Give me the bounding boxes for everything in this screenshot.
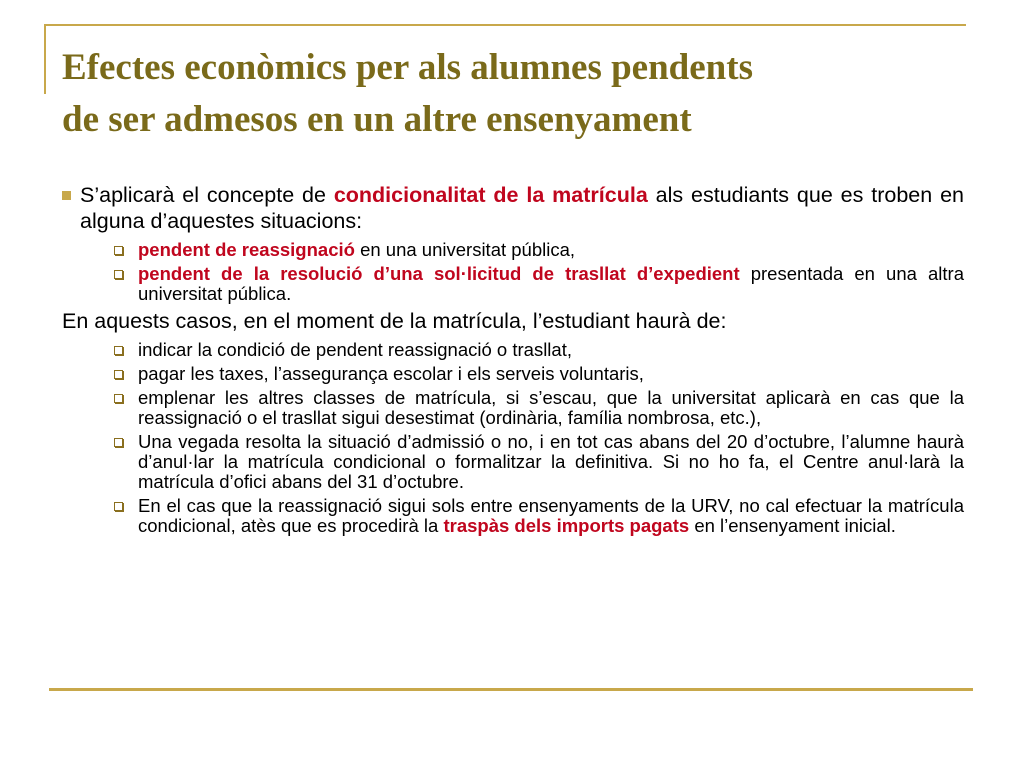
- list-item: [62, 496, 964, 536]
- last-item-post: en l’ensenyament inicial.: [689, 515, 896, 536]
- sub-item-2: [62, 264, 964, 304]
- title-line-2: de ser admesos en un altre ensenyament: [62, 99, 692, 140]
- sub-item-1-highlight: pendent de reassignació: [138, 239, 355, 260]
- left-rule: [44, 24, 46, 94]
- last-item-highlight: traspàs dels imports pagats: [443, 515, 690, 536]
- list-item: [62, 364, 964, 384]
- list-item-text: emplenar les altres classes de matrícula, si s’escau, que la universitat aplicarà en cas que la reassignació o el trasllat sigui desestimat (ordinària, família nombrosa, etc.),: [138, 387, 964, 428]
- square-bullet-icon: [62, 191, 71, 200]
- sub-item-1-text: en una universitat pública,: [354, 239, 576, 260]
- list-item: [62, 388, 964, 428]
- list-item: [62, 340, 964, 360]
- slide-title: [62, 42, 962, 146]
- list-item-text: indicar la condició de pendent reassignació o trasllat,: [138, 339, 572, 360]
- title-line-1: Efectes econòmics per als alumnes pendents: [62, 47, 753, 88]
- checkbox-bullet-icon: [114, 394, 123, 403]
- sub-item-1: [62, 240, 964, 260]
- checkbox-bullet-icon: [114, 370, 123, 379]
- checkbox-bullet-icon: [114, 502, 123, 511]
- checkbox-bullet-icon: [114, 346, 123, 355]
- last-item-pre: En el cas que la reassignació sigui sols entre ensenyaments de la URV, no cal efectuar la matrícula condicional, atès que es procedirà la: [138, 495, 964, 536]
- paragraph-2: En aquests casos, en el moment de la matrícula, l’estudiant haurà de:: [62, 309, 727, 333]
- checkbox-bullet-icon: [114, 246, 123, 255]
- bottom-rule: [49, 688, 973, 691]
- bullet-1-highlight: condicionalitat de la matrícula: [333, 183, 648, 207]
- checkbox-bullet-icon: [114, 270, 123, 279]
- list-item-text: pagar les taxes, l’assegurança escolar i els serveis voluntaris,: [138, 363, 644, 384]
- bullet-1-pre: S’aplicarà el concepte de: [80, 183, 334, 207]
- list-item: [62, 432, 964, 492]
- slide-body: [62, 182, 964, 540]
- list-item-text: Una vegada resolta la situació d’admissió o no, i en tot cas abans del 20 d’octubre, l’alumne haurà d’anul·lar la matrícula condicional o formalitzar la definitiva. Si no ho fa, el Centre anul·larà la matrícula d’ofici abans del 31 d’octubre.: [138, 431, 964, 492]
- bullet-item-1: [62, 182, 964, 234]
- checkbox-bullet-icon: [114, 438, 123, 447]
- sub-item-2-text: presentada en una altra universitat pública.: [138, 263, 964, 304]
- sub-item-2-highlight: pendent de la resolució d’una sol·licitud de trasllat d’expedient: [138, 263, 740, 284]
- bullet-1-post: als estudiants que es troben en alguna d’aquestes situacions:: [80, 183, 964, 233]
- top-rule: [44, 24, 966, 26]
